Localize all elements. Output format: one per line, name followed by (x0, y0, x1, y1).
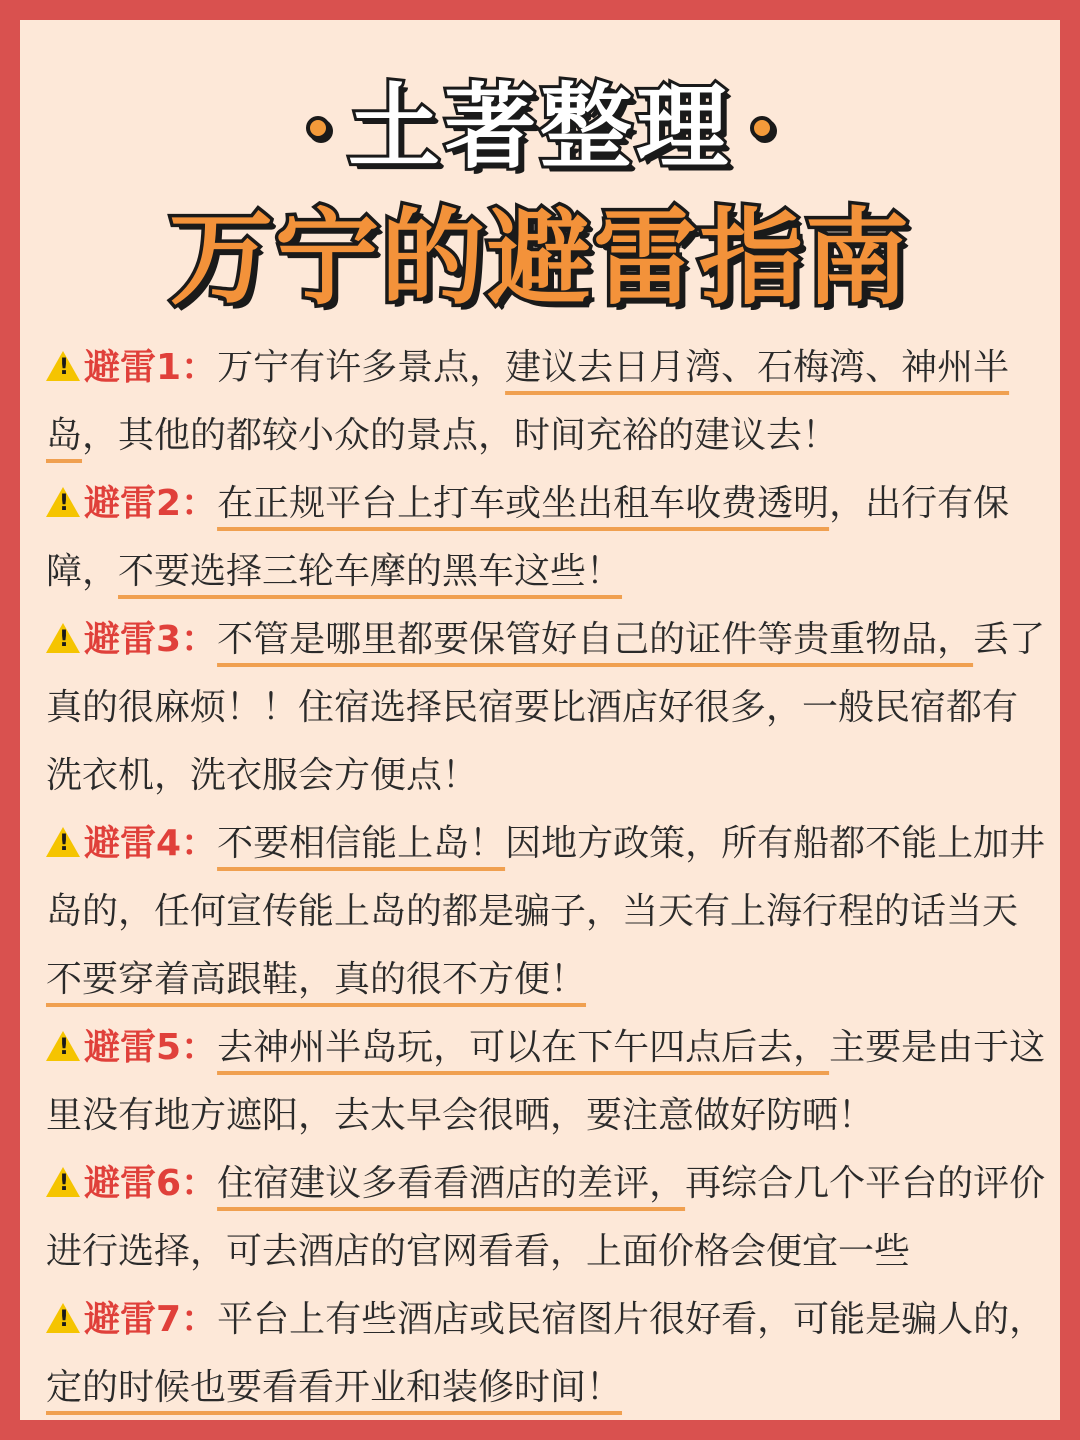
dot-icon (750, 116, 774, 140)
tip-highlight: 去神州半岛玩，可以在下午四点后去， (217, 1027, 830, 1068)
tip-label: 避雷4： (84, 823, 218, 864)
warning-icon (46, 1031, 80, 1061)
tip-text: 主要是由于这里没有地方遮阳，去太早会很晒，要注意做好防晒！ (46, 1027, 1046, 1136)
warning-icon (46, 623, 80, 653)
tip-highlight: 不管是哪里都要保管好自己的证件等贵重物品， (217, 619, 974, 660)
tip-label: 避雷7： (84, 1299, 218, 1340)
tip-item-7 (46, 1286, 1046, 1422)
tip-highlight: 不要相信能上岛！ (217, 823, 506, 864)
warning-icon (46, 487, 80, 517)
tip-item-6 (46, 1150, 1046, 1286)
tip-label: 避雷5： (84, 1027, 218, 1068)
tip-item-3 (46, 606, 1046, 810)
dot-icon (306, 116, 330, 140)
title-line-2: 万宁的避雷指南 (168, 197, 911, 319)
tip-text: ，其他的都较小众的景点，时间充裕的建议去！ (82, 415, 839, 456)
tip-text: 再综合几个平台的评价进行选择，可去酒店的官网看看，上面价格会便宜一些 (46, 1163, 1046, 1272)
tip-label: 避雷2： (84, 483, 218, 524)
tip-highlight: 定的时候也要看看开业和装修时间！ (46, 1367, 623, 1408)
tip-item-2 (46, 470, 1046, 606)
poster-card (20, 20, 1060, 1420)
warning-icon (46, 351, 80, 381)
warning-icon (46, 1303, 80, 1333)
title-line-1 (20, 68, 1060, 188)
tip-highlight: 住宿建议多看看酒店的差评， (217, 1163, 686, 1204)
tip-item-4 (46, 810, 1046, 1014)
tip-highlight: 建议去日月湾、石梅湾、神州半岛 (46, 347, 1010, 456)
tip-text: 万宁有许多景点， (217, 347, 506, 388)
warning-icon (46, 1167, 80, 1197)
tip-label: 避雷3： (84, 619, 218, 660)
tip-label: 避雷1： (84, 347, 218, 388)
tip-label: 避雷6： (84, 1163, 218, 1204)
title-line-1-text: 土著整理 (347, 74, 732, 181)
tip-text: ，出行有保障， (46, 483, 1010, 592)
tip-highlight: 不要选择三轮车摩的黑车这些！ (118, 551, 623, 592)
tip-item-1 (46, 334, 1046, 470)
tip-text: 平台上有些酒店或民宿图片很好看，可能是骗人的， (217, 1299, 1046, 1340)
tips-list (46, 334, 1046, 1422)
tip-text: 因地方政策，所有船都不能上加井岛的，任何宣传能上岛的都是骗子，当天有上海行程的话当天 (46, 823, 1046, 932)
tip-item-5 (46, 1014, 1046, 1150)
tip-text: 丢了真的很麻烦！！住宿选择民宿要比酒店好很多，一般民宿都有洗衣机，洗衣服会方便点！ (46, 619, 1046, 796)
tip-highlight: 不要穿着高跟鞋，真的很不方便！ (46, 959, 587, 1000)
tip-highlight: 在正规平台上打车或坐出租车收费透明 (217, 483, 830, 524)
warning-icon (46, 827, 80, 857)
